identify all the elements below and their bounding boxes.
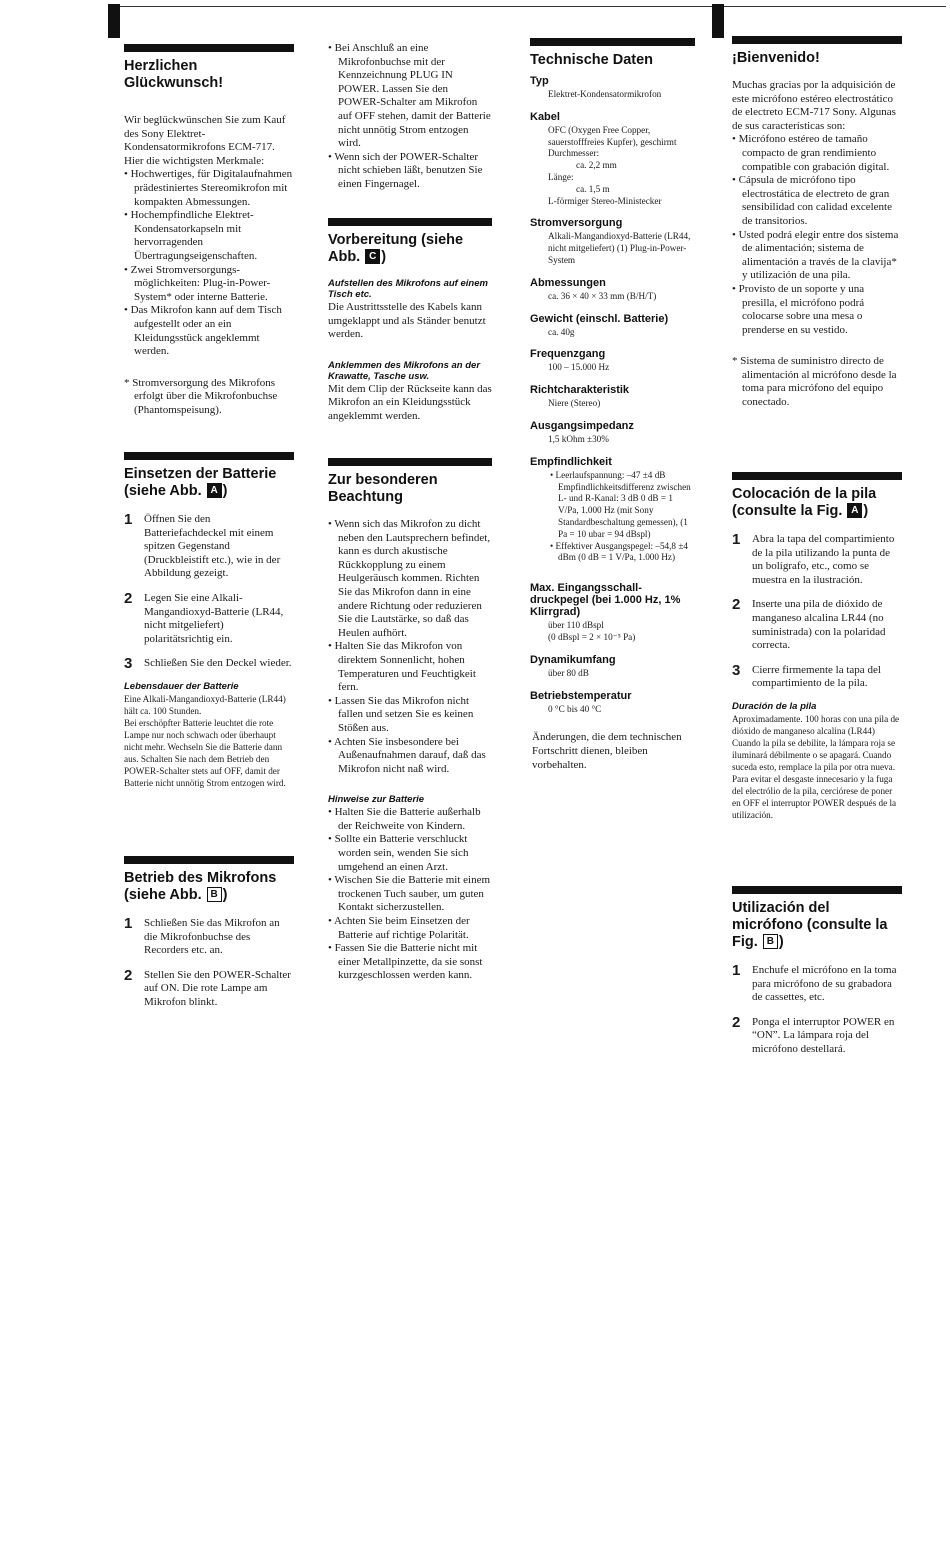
figure-b-badge: B: [763, 934, 778, 949]
figure-a-badge: A: [207, 483, 222, 498]
spec-value: ca. 36 × 40 × 33 mm (B/H/T): [548, 290, 657, 301]
greeting-footnote: * Stromversorgung des Mikrofons erfolgt über die Mikrofonbuchse (Phantomspeisung).: [124, 376, 278, 416]
preparation-sub-1: Aufstellen des Mikrofons auf einem Tisch etc.: [328, 278, 488, 300]
figure-b-badge: B: [207, 887, 222, 902]
step: 1 Abra la tapa del compartimiento de la pila utilizando la punta de un bolígrafo, etc., como se muestra en la ilustración.: [732, 531, 895, 586]
battery-life-text-2: Bei erschöpfter Batterie leuchtet die rote Lampe nur noch schwach oder überhaupt nicht mehr. Wechseln Sie die Batterie dann aus. Schalten Sie nach dem Betrieb den POWER-Schalter stets auf OFF, damit der Batterie nicht unnötig Strom entzogen wird.: [124, 718, 286, 789]
sensitivity-list: [530, 470, 695, 564]
spec-value: 0 °C bis 40 °C: [548, 703, 602, 714]
step: 1 Schließen Sie das Mikrofon an die Mikrofonbuchse des Recorders etc. an.: [124, 915, 280, 957]
spec-label: Empfindlichkeit: [530, 455, 612, 468]
spec-label: Frequenzgang: [530, 348, 606, 361]
list-item: • Usted podrá elegir entre dos sistema de alimentación; sistema de alimentación a través de la clavija* y utilización de una pila.: [732, 228, 899, 282]
greeting-title: Herzlichen Glückwunsch!: [124, 58, 224, 91]
specs-footer: Änderungen, die dem technischen Fortschritt dienen, bleiben vorbehalten.: [532, 731, 682, 771]
welcome-intro: Muchas gracias por la adquisición de este micrófono estéreo electrostático de electreto ECM-717 Sony. Algunas de sus características son:: [732, 79, 896, 132]
feature-list: [732, 133, 902, 337]
plug-in-power-bullets: [328, 42, 492, 192]
spec-label: Kabel: [530, 110, 560, 123]
spec-label: Richtcharakteristik: [530, 384, 630, 397]
spec-value: (0 dBspl = 2 × 10⁻⁵ Pa): [548, 631, 636, 642]
spec-value: Länge:: [548, 171, 574, 182]
step: 3 Cierre firmemente la tapa del compartimiento de la pila.: [732, 661, 881, 690]
list-item: • Hochwertiges, für Digitalaufnahmen prädestiniertes Stereomikrofon mit kompakten Abmessungen.: [124, 168, 293, 208]
list-item: • Micrófono estéreo de tamaño compacto de gran rendimiento compatible con grabación digital.: [732, 133, 890, 173]
list-item: • Wenn sich der POWER-Schalter nicht schieben läßt, benutzen Sie einen Fingernagel.: [328, 150, 483, 190]
section-bar: [328, 458, 492, 466]
pila-title: Colocación de la pila (consulte la Fig. A ): [732, 486, 877, 519]
list-item: • Cápsula de micrófono tipo electrostática de electreto de gran sensibilidad con calidad excelente de transitorios.: [732, 174, 892, 227]
spec-label: Typ: [530, 75, 549, 87]
preparation-text-1: Die Austrittsstelle des Kabels kann umgeklappt und als Ständer benutzt werden.: [328, 301, 486, 341]
list-item: • Halten Sie die Batterie außerhalb der Reichweite von Kindern.: [328, 806, 481, 832]
spec-value: ca. 40g: [548, 326, 575, 337]
spec-label: Abmessungen: [530, 276, 606, 289]
section-preparation: [328, 218, 492, 424]
list-item: • Zwei Stromversorgungs-möglichkeiten: Plug-in-Power-System* oder interne Batterie.: [124, 263, 271, 303]
spec-label: Max. Eingangsschall-druckpegel (bei 1.000 Hz, 1% Klirrgrad): [530, 582, 681, 619]
preparation-title: Vorbereitung (siehe Abb. C ): [328, 232, 464, 265]
pila-life-text-2: Cuando la pila se debilite, la lámpara roja se iluminará débilmente o se apagará. Cuando suceda esto, remplace la pila por otra nueva. Para evitar el desgaste innecesario y la fuga del electrólio de la pila, cerciórese de poner en OFF el interruptor POWER después de la utilización.: [732, 737, 897, 820]
battery-notes-title: Hinweise zur Batterie: [328, 794, 425, 806]
list-item: • Sollte ein Batterie verschluckt worden sein, wenden Sie sich umgehend an einen Arzt.: [328, 833, 469, 873]
section-bar: [124, 44, 294, 52]
preparation-sub-2: Anklemmen des Mikrofons an der Krawatte, Tasche usw.: [328, 359, 481, 382]
list-item: • Achten Sie beim Einsetzen der Batterie auf richtige Polarität.: [328, 915, 470, 941]
spec-value: OFC (Oxygen Free Copper, sauerstofffreies Kupfer), geschirmt: [548, 124, 677, 147]
section-bar: [124, 452, 294, 460]
figure-a-badge: A: [847, 503, 862, 518]
welcome-title: ¡Bienvenido!: [732, 50, 820, 66]
spec-label: Stromversorgung: [530, 217, 623, 230]
section-bar: [328, 218, 492, 226]
step: 2 Stellen Sie den POWER-Schalter auf ON. Die rote Lampe am Mikrofon blinkt.: [124, 966, 291, 1008]
usage-title: Utilización del micrófono (consulte la Fig. B ): [732, 900, 888, 950]
figure-c-badge: C: [365, 249, 380, 264]
battery-life-text: Eine Alkali-Mangandioxyd-Batterie (LR44) hält ca. 100 Stunden.: [124, 694, 286, 717]
section-bar: [732, 886, 902, 894]
section-bar: [124, 856, 294, 864]
list-item: • Bei Anschluß an eine Mikrofonbuchse mit der Kennzeichnung PLUG IN POWER. Lassen Sie den POWER-Schalter am Mikrofon auf OFF stehen, damit der Batterie nicht unnötig Strom entzogen wird.: [328, 42, 491, 150]
battery-life-title: Lebensdauer der Batterie: [124, 681, 239, 693]
preparation-text-2: Mit dem Clip der Rückseite kann das Mikrofon an ein Kleidungsstück angeklemmt werden.: [328, 382, 492, 422]
list-item: • Das Mikrofon kann auf dem Tisch aufgestellt oder an ein Kleidungsstück angeklemmt werden.: [124, 304, 282, 358]
spec-value: Alkali-Mangandioxyd-Batterie (LR44, nicht mitgeliefert) (1) Plug-in-Power-System: [548, 231, 691, 265]
spec-label: Ausgangsimpedanz: [530, 419, 634, 432]
spec-value: Niere (Stereo): [548, 398, 601, 409]
section-bar: [732, 36, 902, 44]
feature-list: [124, 168, 294, 358]
list-item: • Lassen Sie das Mikrofon nicht fallen und setzen Sie es keinen Stößen aus.: [328, 694, 474, 734]
step: 2 Inserte una pila de dióxido de manganeso alcalina LR44 (no suministrada) con la polaridad correcta.: [732, 596, 886, 652]
section-battery: [124, 452, 294, 789]
specs-title: Technische Daten: [530, 52, 654, 68]
spec-value: ca. 2,2 mm: [576, 160, 617, 171]
spec-label: Dynamikumfang: [530, 653, 616, 666]
battery-notes-list: [328, 806, 492, 983]
battery-title: Einsetzen der Batterie (siehe Abb. A ): [124, 466, 277, 499]
spec-value: über 80 dB: [548, 667, 589, 678]
section-specs: [530, 38, 695, 772]
notes-list: [328, 518, 492, 776]
section-greeting: [124, 44, 294, 417]
pila-life-title: Duración de la pila: [732, 700, 817, 712]
greeting-intro: Wir beglückwünschen Sie zum Kauf des Sony Elektret-Kondensatormikrofons ECM-717. Hier die wichtigsten Merkmale:: [124, 114, 286, 167]
list-item: • Halten Sie das Mikrofon von direktem Sonnenlicht, hohen Temperaturen und Feuchtigkeit fern.: [328, 640, 476, 694]
spec-value: L-förmiger Stereo-Ministecker: [548, 195, 662, 206]
step: 2 Legen Sie eine Alkali-Mangandioxyd-Batterie (LR44, nicht mitgeliefert) polaritätsrichtig ein.: [124, 589, 284, 645]
list-item: • Effektiver Ausgangspegel: –54,8 ±4 dBm (0 dB = 1 V/Pa, 1.000 Hz): [550, 540, 688, 563]
corner-block-left: [108, 4, 120, 38]
spec-value: Elektret-Kondensatormikrofon: [548, 89, 662, 99]
spec-value: über 110 dBspl: [548, 620, 604, 631]
section-bar: [530, 38, 695, 46]
list-item: • Wischen Sie die Batterie mit einem trockenen Tuch sauber, um guten Kontakt sicherzustellen.: [328, 874, 491, 914]
spec-value: Durchmesser:: [548, 148, 600, 159]
top-rule: [108, 6, 946, 7]
spec-value: 100 – 15.000 Hz: [548, 362, 610, 373]
section-usage: [732, 886, 902, 1057]
step: 3 Schließen Sie den Deckel wieder.: [124, 655, 292, 673]
step: 1 Öffnen Sie den Batteriefachdeckel mit einem spitzen Gegenstand (Druckbleistift etc.), wie in der Abbildung gezeigt.: [124, 511, 281, 580]
section-pila: [732, 472, 902, 821]
spec-label: Gewicht (einschl. Batterie): [530, 312, 669, 325]
list-item: • Provisto de un soporte y una presilla, el micrófono podrá colocarse sobre una mesa o prenderse en su vestido.: [732, 282, 865, 336]
corner-block-right: [712, 4, 724, 38]
list-item: • Hochempfindliche Elektret-Kondensatorkapseln mit hervorragenden Übertragungseigenschaften.: [124, 209, 258, 262]
step: 1 Enchufe el micrófono en la toma para micrófono de su grabadora de cassettes, etc.: [732, 962, 897, 1004]
spec-value: 1,5 kOhm ±30%: [548, 433, 609, 444]
welcome-footnote: * Sistema de suministro directo de alimentación al micrófono desde la toma para micrófono del equipo conectado.: [732, 355, 897, 409]
list-item: • Fassen Sie die Batterie nicht mit einer Metallpinzette, da sie sonst kurzgeschlossen werden kann.: [328, 942, 483, 982]
list-item: • Leerlaufspannung: –47 ±4 dB Empfindlichkeitsdifferenz zwischen L- und R-Kanal: 3 dB 0 dB = 1 V/Pa, 1.000 Hz (mit Sony Standardbeschaltung gemessen), (1 Pa = 10 ubar = 94 dBspl): [550, 469, 691, 539]
section-welcome: [732, 36, 902, 410]
notes-title: Zur besonderen Beachtung: [328, 472, 438, 505]
spec-value: ca. 1,5 m: [576, 183, 610, 194]
list-item: • Achten Sie insbesondere bei Außenaufnahmen darauf, daß das Mikrofon nicht naß wird.: [328, 735, 486, 775]
spec-label: Betriebstemperatur: [530, 689, 632, 702]
operation-title: Betrieb des Mikrofons (siehe Abb. B ): [124, 870, 277, 903]
section-bar: [732, 472, 902, 480]
pila-life-text: Aproximadamente. 100 horas con una pila de dióxido de manganeso alcalina (LR44): [732, 713, 900, 736]
list-item: • Wenn sich das Mikrofon zu dicht neben den Lautsprechern befindet, kann es durch akustische Rückkopplung zu einem Heulgeräusch kommen. Richten Sie das Mikrofon dann in eine andere Richtung oder reduzieren Sie die Lautstärke, so daß das Heulen aufhört.: [328, 518, 491, 639]
section-operation: [124, 856, 294, 1010]
section-notes: [328, 458, 492, 983]
step: 2 Ponga el interruptor POWER en “ON”. La lámpara roja del micrófono destellará.: [732, 1013, 895, 1055]
